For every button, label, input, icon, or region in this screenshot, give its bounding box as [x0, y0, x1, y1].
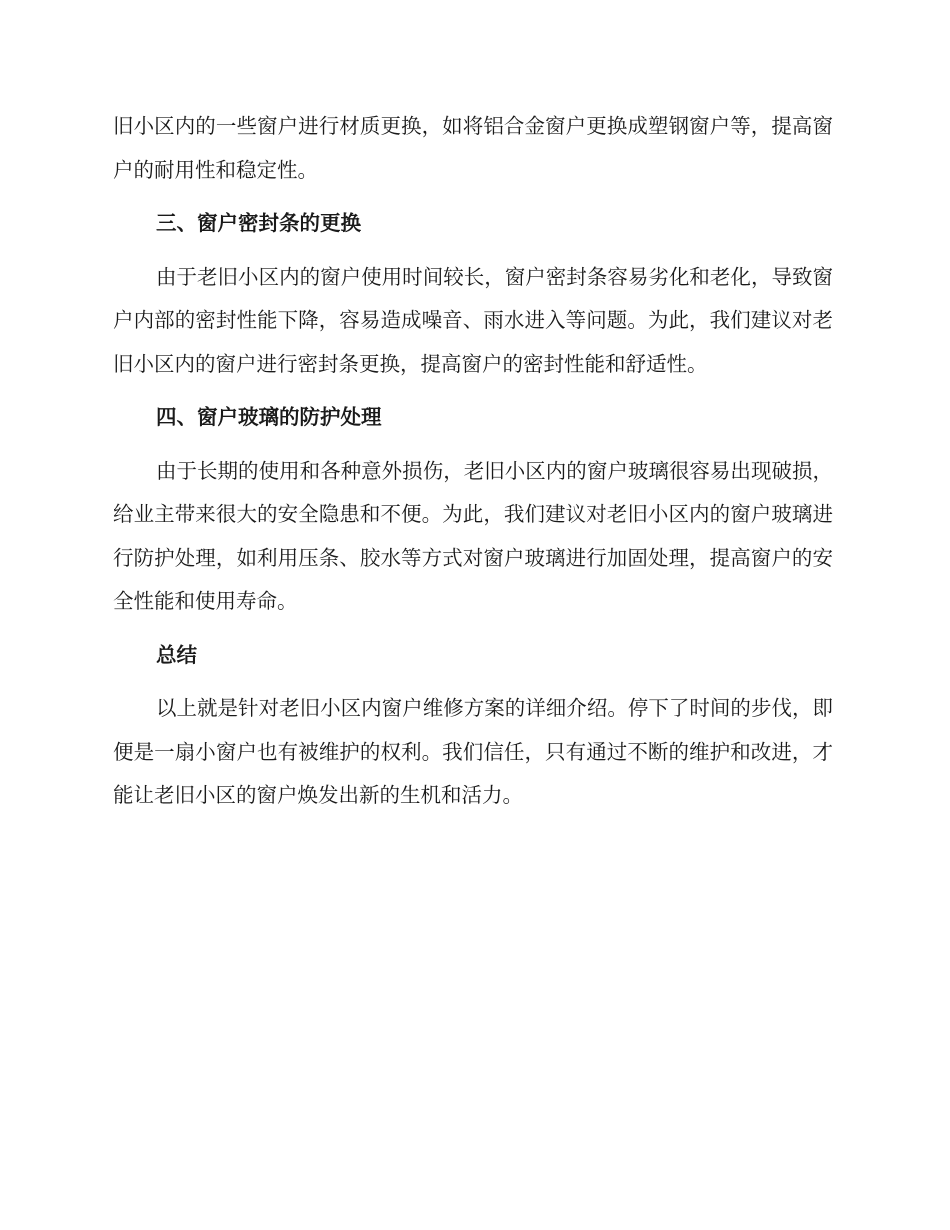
section-heading-summary: 总结: [156, 642, 197, 667]
section-heading-seal-strip: 三、窗户密封条的更换: [156, 211, 361, 235]
paragraph-seal-strip: 由于老旧小区内的窗户使用时间较长，窗户密封条容易劣化和老化，导致窗户内部的密封性能下降，容易造成噪音、雨水进入等问题。为此，我们建议对老旧小区内的窗户进行密封条更换，提高窗户的密封性能和舒适性。: [113, 264, 833, 376]
document-page: [113, 105, 833, 818]
section-heading-glass-protection: 四、窗户玻璃的防护处理: [156, 405, 382, 429]
paragraph-continued: 旧小区内的一些窗户进行材质更换，如将铝合金窗户更换成塑钢窗户等，提高窗户的耐用性和稳定性。: [113, 114, 833, 182]
paragraph-summary: 以上就是针对老旧小区内窗户维修方案的详细介绍。停下了时间的步伐，即便是一扇小窗户也有被维护的权利。我们信任，只有通过不断的维护和改进，才能让老旧小区的窗户焕发出新的生机和活力。: [113, 696, 833, 807]
paragraph-glass-protection: 由于长期的使用和各种意外损伤，老旧小区内的窗户玻璃很容易出现破损，给业主带来很大的安全隐患和不便。为此，我们建议对老旧小区内的窗户玻璃进行防护处理，如利用压条、胶水等方式对窗户玻璃进行加固处理，提高窗户的安全性能和使用寿命。: [113, 458, 833, 613]
